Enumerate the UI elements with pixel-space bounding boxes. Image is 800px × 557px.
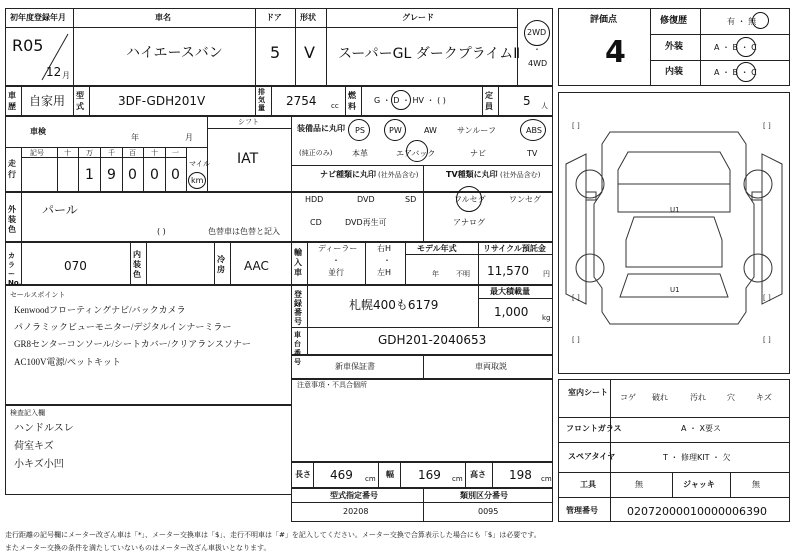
equip-pw: PW — [389, 126, 402, 135]
digit-3: 0 — [128, 167, 137, 183]
tools-label: 工具 — [580, 480, 596, 489]
exterior-label: 外装 — [665, 42, 684, 52]
note-line-1: ハンドルスレ — [14, 423, 74, 434]
color-note-paren: ( ) — [157, 227, 166, 236]
equip-tv: TV — [527, 149, 538, 158]
import-label: 輸入車 — [294, 248, 302, 277]
tv-title: TV種類に丸印 — [446, 170, 498, 179]
bracket-3: [ ] — [572, 294, 580, 302]
sales-line-2: パノラミックビューモニター/デジタルインナーミラー — [14, 322, 232, 332]
type-label: 型式 — [76, 91, 84, 111]
equip-airbag: エアバック — [396, 149, 436, 158]
seat-item-3: 汚れ — [690, 393, 706, 402]
bracket-2: [ ] — [763, 122, 771, 130]
equip-leather: 本革 — [352, 149, 368, 158]
import-sep1: ・ — [332, 256, 340, 265]
grade: スーパーGL ダークプライムⅡ — [338, 46, 521, 62]
car-name: ハイエースバン — [126, 45, 223, 61]
exterior-circle — [736, 37, 756, 57]
import-sep2: ・ — [383, 256, 391, 265]
height-label: 高さ — [470, 470, 486, 479]
model-code: 3DF-GDH201V — [118, 94, 206, 108]
repair-circle — [752, 12, 769, 29]
ac-value: AAC — [244, 259, 269, 273]
displacement-label: 排気量 — [258, 88, 265, 112]
cc-unit: cc — [331, 102, 339, 110]
shift-value: IAT — [237, 151, 259, 167]
tv-fullseg-circle — [456, 186, 482, 212]
equip-navi: ナビ — [470, 149, 486, 158]
doors: 5 — [270, 43, 281, 62]
km-label: km — [191, 176, 204, 185]
color-no: 070 — [64, 259, 87, 273]
navi-title: ナビ種類に丸印 — [320, 170, 376, 179]
mgmt-value: 02072000010000006390 — [627, 505, 767, 518]
import-right-h: 右H — [377, 244, 392, 253]
fuel-options: G ・ D ・ HV ・ ( ) — [374, 96, 446, 105]
color-note: 色替車は色替と記入 — [208, 227, 280, 236]
interior-color-label: 内装色 — [133, 250, 141, 279]
import-dealer: ディーラー — [318, 244, 358, 253]
exterior-abc: A ・ B ・ C — [714, 43, 757, 52]
inspector-label: 検査記入欄 — [10, 409, 45, 417]
unit-3: 百 — [129, 149, 136, 157]
car-name-label: 車名 — [155, 13, 171, 22]
drive-sep: ・ — [533, 45, 541, 54]
ac-label: 冷房 — [217, 255, 225, 274]
docs-box — [291, 355, 553, 379]
row2-box — [5, 86, 553, 116]
seat-item-1: コゲ — [620, 393, 636, 402]
equipment-label: 装備品に丸印 — [297, 124, 345, 133]
length-label: 長さ — [295, 470, 311, 479]
navi-hdd: HDD — [305, 195, 324, 204]
capacity: 5 — [523, 94, 531, 108]
capacity-label: 定員 — [485, 91, 493, 111]
drive-4wd: 4WD — [528, 59, 548, 68]
model-year-unit: 年 — [432, 270, 439, 278]
seat-item-4: 穴 — [727, 393, 735, 402]
warranty: 新車保証書 — [335, 362, 375, 371]
fuel-label: 燃料 — [348, 91, 356, 111]
inspection-month: 月 — [185, 133, 193, 142]
unit-0: 十 — [64, 149, 71, 157]
import-left-h: 左H — [377, 268, 392, 277]
shift-label: シフト — [238, 118, 259, 126]
width-label: 幅 — [386, 470, 394, 479]
recycle-label: リサイクル預託金 — [483, 244, 546, 253]
first-reg-label: 初年度登録年月 — [10, 13, 66, 22]
equip-abs-circle — [520, 119, 546, 141]
colorno-box — [5, 242, 553, 285]
car-diagram — [558, 92, 790, 374]
equip-ps-circle — [348, 119, 370, 141]
u1-top: U1 — [670, 206, 680, 214]
interior-circle — [736, 62, 756, 82]
sales-label: セールスポイント — [10, 291, 66, 299]
glass-options: A ・ X要ス — [681, 424, 722, 433]
navi-sd: SD — [405, 195, 417, 204]
sales-line-1: Kenwoodフローティングナビ/バックカメラ — [14, 305, 186, 315]
model-year-unknown: 不明 — [456, 270, 470, 278]
tv-fullseg: フルセグ — [454, 195, 486, 204]
equipment-sub: (純正のみ) — [299, 149, 333, 157]
caution-box — [291, 379, 553, 462]
usage: 自家用 — [29, 94, 66, 108]
seat-label: 室内シート — [568, 388, 608, 397]
bracket-5: [ ] — [572, 336, 580, 344]
length-value: 469 — [330, 468, 353, 482]
digit-4: 0 — [150, 167, 159, 183]
chassis-value: GDH201-2040653 — [378, 333, 487, 347]
tools-value: 無 — [635, 480, 643, 489]
digit-1: 1 — [85, 167, 94, 183]
unit-4: 十 — [151, 149, 158, 157]
unit-1: 万 — [86, 149, 93, 157]
manual: 車両取説 — [475, 362, 507, 371]
glass-label: フロントガラス — [566, 424, 622, 433]
seat-item-5: キズ — [756, 393, 772, 402]
equip-ps: PS — [355, 126, 365, 135]
width-unit: cm — [452, 475, 463, 483]
spare-options: T ・ 修理KIT ・ 欠 — [663, 453, 731, 462]
usage-label: 車歴 — [8, 91, 16, 111]
bracket-4: [ ] — [763, 294, 771, 302]
load-label: 最大積載量 — [490, 287, 530, 296]
height-value: 198 — [509, 468, 532, 482]
class-label: 類別区分番号 — [460, 491, 508, 500]
grade-label: グレード — [402, 13, 434, 22]
first-reg-month: 12 — [46, 65, 62, 79]
model-year-label: モデル年式 — [417, 244, 457, 253]
unit-5: 一 — [172, 149, 179, 157]
sales-line-4: AC100V電源/ペットキット — [14, 357, 121, 367]
jack-value: 無 — [752, 480, 760, 489]
footer-line-1: 走行距離の記号欄にメーター改ざん車は「*」、メーター交換車は「$」、走行不明車は「#」を記入してください。メーター交換で合算表示した場合にも「$」は必要です。 — [5, 531, 541, 539]
mileage-label: 走行 — [8, 159, 16, 179]
month-unit: 月 — [62, 71, 70, 80]
color-no-label: カラーNo. — [8, 252, 22, 287]
inspection-label: 車検 — [30, 127, 46, 136]
equip-abs: ABS — [526, 126, 542, 135]
bracket-6: [ ] — [763, 336, 771, 344]
equip-pw-circle — [384, 119, 406, 141]
digit-2: 9 — [107, 167, 116, 183]
fuel-circle — [391, 90, 411, 110]
equip-sunroof: サンルーフ — [457, 126, 496, 135]
mile-label: マイル — [189, 160, 210, 168]
length-unit: cm — [365, 475, 376, 483]
shape: V — [304, 43, 315, 62]
shape-label: 形状 — [300, 13, 316, 22]
recycle-unit: 円 — [543, 270, 550, 278]
width-value: 169 — [418, 468, 441, 482]
score-label: 評価点 — [590, 15, 618, 25]
displacement: 2754 — [286, 94, 317, 108]
digit-5: 0 — [171, 167, 180, 183]
import-parallel: 並行 — [328, 268, 344, 277]
navi-dvd: DVD — [357, 195, 375, 204]
sales-line-3: GR8センターコンソール/シートカバー/クリアランスソナー — [14, 339, 251, 349]
navi-cd: CD — [310, 218, 322, 227]
interior-label: 内装 — [665, 67, 684, 77]
unit-2: 千 — [108, 149, 115, 157]
bracket-1: [ ] — [572, 122, 580, 130]
seat-item-2: 破れ — [652, 393, 668, 402]
inspection-year: 年 — [131, 133, 139, 142]
repair-label: 修復歴 — [660, 16, 688, 26]
navi-sub: (社外品含む) — [378, 171, 419, 179]
u1-bottom: U1 — [670, 286, 680, 294]
note-line-2: 荷室キズ — [14, 441, 54, 452]
caution-label: 注意事項・不具合個所 — [297, 381, 367, 389]
equip-airbag-circle — [406, 140, 428, 162]
door-label: ドア — [266, 13, 282, 22]
first-reg-era: R05 — [12, 36, 44, 55]
tv-oneseg: ワンセグ — [509, 195, 541, 204]
color-label: 外装色 — [8, 205, 16, 234]
interior-abc: A ・ B ・ C — [714, 68, 757, 77]
drive-2wd: 2WD — [527, 28, 547, 37]
tv-sub: (社外品含む) — [500, 171, 541, 179]
mgmt-label: 管理番号 — [566, 506, 598, 515]
height-unit: cm — [541, 475, 552, 483]
typeno-value: 20208 — [343, 507, 369, 516]
navi-dvd-play: DVD再生可 — [345, 218, 387, 227]
jack-label: ジャッキ — [683, 480, 715, 489]
repair-options: 有 ・ 無 — [727, 17, 757, 26]
class-value: 0095 — [478, 507, 499, 516]
footer-line-2: またメーター交換の条件を満たしていないものはメーター改ざん車扱いとなります。 — [5, 544, 271, 552]
recycle-value: 11,570 — [487, 264, 529, 278]
load-unit: kg — [542, 314, 551, 322]
load-value: 1,000 — [494, 305, 529, 319]
color-value: パール — [42, 203, 78, 217]
capacity-unit: 人 — [541, 102, 548, 110]
plate-value: 札幌400も6179 — [349, 298, 439, 312]
spare-label: スペアタイヤ — [568, 452, 616, 461]
plate-label: 登録番号 — [294, 290, 302, 326]
equip-aw: AW — [424, 126, 437, 135]
typeno-label: 型式指定番号 — [330, 491, 378, 500]
note-line-3: 小キズ小凹 — [14, 459, 64, 470]
score-value: 4 — [605, 35, 626, 70]
tv-analog: アナログ — [453, 218, 485, 227]
kigou-label: 記号 — [30, 149, 44, 157]
chassis-label: 車台番号 — [294, 331, 301, 366]
